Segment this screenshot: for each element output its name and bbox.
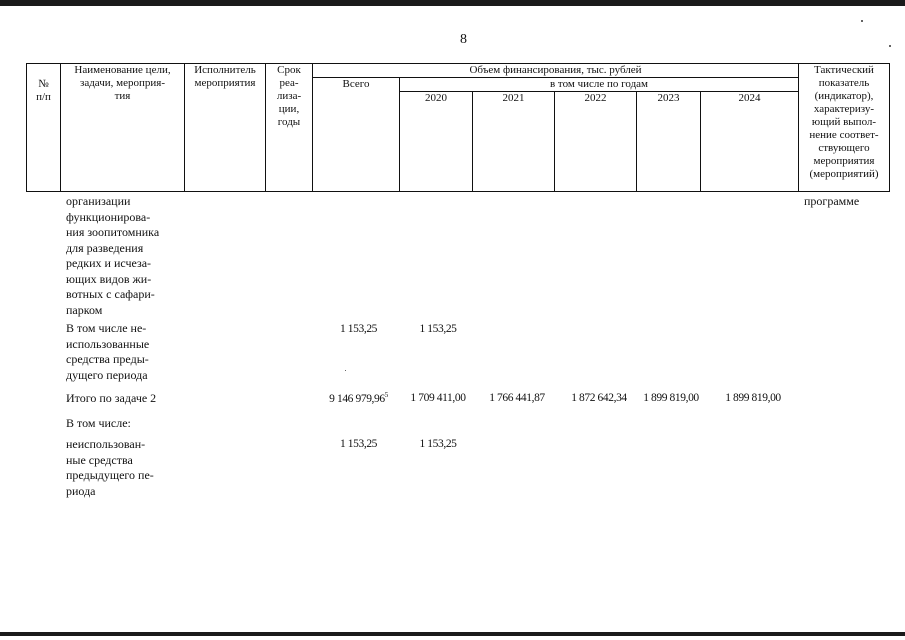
table-header — [26, 63, 890, 192]
row-task-total-label: Итого по задаче 2 — [66, 391, 157, 405]
header-year-2023: 2023 — [637, 92, 701, 192]
header-col-funding: Объем финансирования, тыс. рублей — [313, 64, 799, 78]
row-zoo-text: организации функционирова- ния зоопитомника для разведения редких и исчеза- ющих видов жи- вотных с сафари- парком — [66, 194, 160, 317]
header-col-number: № п/п — [27, 64, 61, 192]
row-task-2021: 1 766 441,87 — [489, 392, 545, 404]
page-number: 8 — [460, 32, 467, 47]
row-task-2024: 1 899 819,00 — [725, 392, 781, 404]
header-col-indicator: Тактический показатель (индикатор), характеризу- ющий выпол- нение соответ- ствующего мероприятия (мероприятий) — [799, 64, 890, 192]
row-task-2023: 1 899 819,00 — [643, 392, 699, 404]
header-year-2022: 2022 — [555, 92, 637, 192]
header-year-2024: 2024 — [701, 92, 799, 192]
row-task-total-footnote: 5 — [384, 391, 388, 399]
row-task-2020: 1 709 411,00 — [410, 392, 466, 404]
row-unused2-total: 1 153,25 — [339, 438, 378, 450]
row-unused-total: 1 153,25 — [339, 323, 378, 335]
row-zoo-indicator: программе — [804, 194, 860, 208]
header-col-executor: Исполнитель мероприятия — [185, 64, 266, 192]
row-task-2022: 1 872 642,34 — [571, 392, 627, 404]
header-col-name: Наименование цели, задачи, мероприя- тия — [61, 64, 185, 192]
row-unused2-2020: 1 153,25 — [419, 438, 457, 450]
scan-speck — [861, 20, 863, 22]
scan-bottom-border — [0, 632, 905, 636]
header-col-by-years: в том числе по годам — [400, 78, 799, 92]
header-col-total: Всего — [313, 78, 400, 192]
header-col-term: Срок реа- лиза- ции, годы — [266, 64, 313, 192]
row-unused2-label: неиспользован- ные средства предыдущего пе- риода — [66, 437, 154, 498]
row-unused-2020: 1 153,25 — [419, 323, 457, 335]
header-year-2021: 2021 — [473, 92, 555, 192]
row-task-total: 9 146 979,96$^5$ — [329, 391, 388, 405]
scan-top-border — [0, 0, 905, 6]
header-year-2020: 2020 — [400, 92, 473, 192]
scan-speck — [889, 45, 891, 47]
scan-speck — [345, 370, 346, 371]
row-including-label: В том числе: — [66, 416, 131, 430]
row-unused-label: В том числе не- использованные средства преды- дущего периода — [66, 321, 150, 382]
